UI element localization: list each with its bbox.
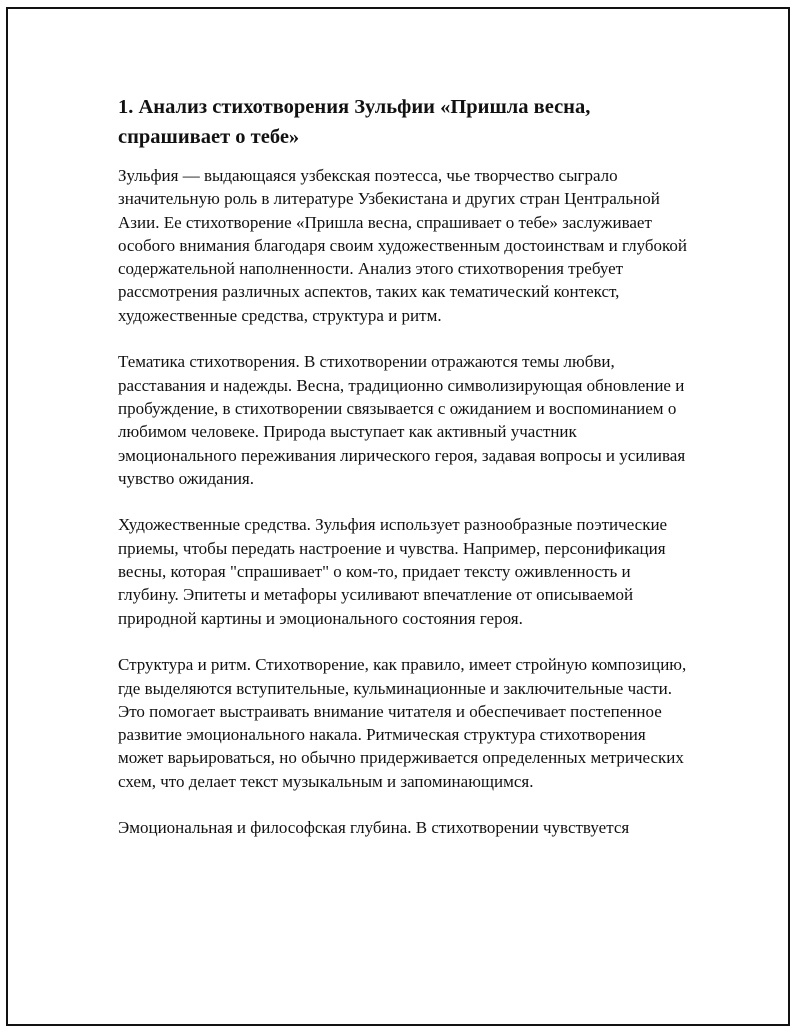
section-heading: 1. Анализ стихотворения Зульфии «Пришла весна, спрашивает о тебе» [118,96,591,148]
document-body [118,92,690,863]
paragraph-theme: Тематика стихотворения. В стихотворении отражаются темы любви, расставания и надежды. Весна, традиционно символизирующая обновление и пробуждение, в стихотворении связывается с ожиданием и воспоминанием о любимом человеке. Природа выступает как активный участник эмоционального переживания лирического героя, задавая вопросы и усиливая чувство ожидания. [118,352,686,488]
paragraph-intro: Зульфия — выдающаяся узбекская поэтесса, чье творчество сыграло значительную роль в литературе Узбекистана и других стран Центральной Азии. Ее стихотворение «Пришла весна, спрашивает о тебе» заслуживает особого внимания благодаря своим художественным достоинствам и глубокой содержательной наполненности. Анализ этого стихотворения требует рассмотрения различных аспектов, таких как тематический контекст, художественные средства, структура и ритм. [118,166,688,325]
paragraph-artistic-means: Художественные средства. Зульфия использует разнообразные поэтические приемы, чтобы передать настроение и чувства. Например, персонификация весны, которая "спрашивает" о ком-то, придает тексту оживленность и глубину. Эпитеты и метафоры усиливают впечатление от описываемой природной картины и эмоционального состояния героя. [118,515,668,628]
paragraph-structure-rhythm: Структура и ритм. Стихотворение, как правило, имеет стройную композицию, где выделяются вступительные, кульминационные и заключительные части. Это помогает выстраивать внимание читателя и обеспечивает постепенное развитие эмоционального накала. Ритмическая структура стихотворения может варьироваться, но обычно придерживается определенных метрических схем, что делает текст музыкальным и запоминающимся. [118,655,687,791]
paragraph-emotional-depth: Эмоциональная и философская глубина. В стихотворении чувствуется [118,818,630,838]
